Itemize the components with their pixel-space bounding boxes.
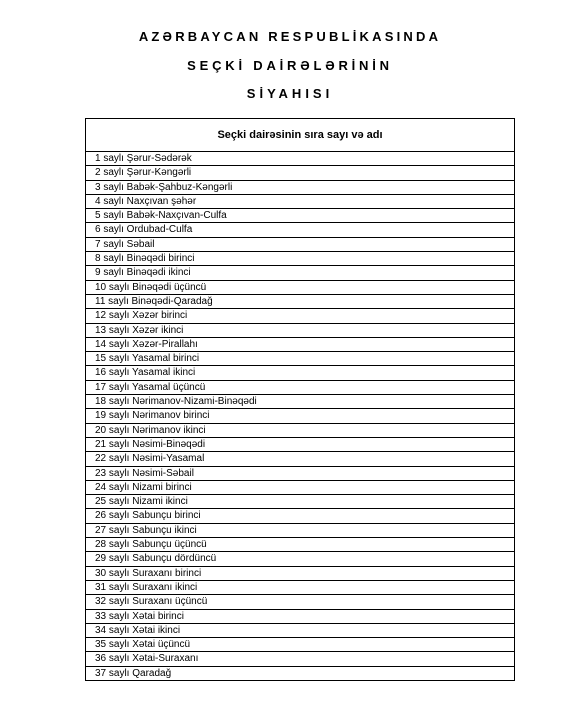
table-row: 32 saylı Suraxanı üçüncü (86, 595, 514, 609)
table-row: 2 saylı Şərur-Kəngərli (86, 166, 514, 180)
table-row: 26 saylı Sabunçu birinci (86, 509, 514, 523)
table-row: 15 saylı Yasamal birinci (86, 352, 514, 366)
table-row: 24 saylı Nizami birinci (86, 481, 514, 495)
table-row: 1 saylı Şərur-Sədərək (86, 152, 514, 166)
table-row: 11 saylı Binəqədi-Qaradağ (86, 295, 514, 309)
table-row: 31 saylı Suraxanı ikinci (86, 581, 514, 595)
table-row: 35 saylı Xətai üçüncü (86, 638, 514, 652)
document-title-line-1: AZƏRBAYCAN RESPUBLİKASINDA (138, 29, 442, 44)
table-row: 8 saylı Binəqədi birinci (86, 252, 514, 266)
table-row: 19 saylı Nərimanov birinci (86, 409, 514, 423)
table-header: Seçki dairəsinin sıra sayı və adı (86, 119, 514, 152)
table-row: 6 saylı Ordubad-Culfa (86, 223, 514, 237)
table-row: 18 saylı Nərimanov-Nizami-Binəqədi (86, 395, 514, 409)
table-row: 9 saylı Binəqədi ikinci (86, 266, 514, 280)
table-row: 37 saylı Qaradağ (95, 667, 172, 679)
document-title-line-3: SİYAHISI (246, 86, 334, 101)
table-row: 33 saylı Xətai birinci (86, 610, 514, 624)
table-row: 13 saylı Xəzər ikinci (86, 324, 514, 338)
table-row: 4 saylı Naxçıvan şəhər (86, 195, 514, 209)
table-row: 27 saylı Sabunçu ikinci (86, 524, 514, 538)
table-row: 21 saylı Nəsimi-Binəqədi (86, 438, 514, 452)
table-row: 36 saylı Xətai-Suraxanı (86, 652, 514, 666)
table-row: 29 saylı Sabunçu dördüncü (86, 552, 514, 566)
table-row: 16 saylı Yasamal ikinci (86, 366, 514, 380)
table-row: 17 saylı Yasamal üçüncü (86, 381, 514, 395)
districts-table (85, 118, 515, 681)
table-row: 5 saylı Babək-Naxçıvan-Culfa (86, 209, 514, 223)
table-row: 7 saylı Səbail (86, 238, 514, 252)
table-row: 22 saylı Nəsimi-Yasamal (86, 452, 514, 466)
table-row: 34 saylı Xətai ikinci (86, 624, 514, 638)
table-row: 20 saylı Nərimanov ikinci (86, 424, 514, 438)
document-title-line-2: SEÇKİ DAİRƏLƏRİNİN (187, 58, 393, 73)
table-row: 30 saylı Suraxanı birinci (86, 567, 514, 581)
table-row: 3 saylı Babək-Şahbuz-Kəngərli (86, 181, 514, 195)
table-row: 14 saylı Xəzər-Pirallahı (86, 338, 514, 352)
table-row: 23 saylı Nəsimi-Səbail (86, 467, 514, 481)
table-row: 12 saylı Xəzər birinci (86, 309, 514, 323)
table-row: 10 saylı Binəqədi üçüncü (86, 281, 514, 295)
table-row: 25 saylı Nizami ikinci (86, 495, 514, 509)
table-body (86, 152, 514, 680)
table-row: 28 saylı Sabunçu üçüncü (86, 538, 514, 552)
